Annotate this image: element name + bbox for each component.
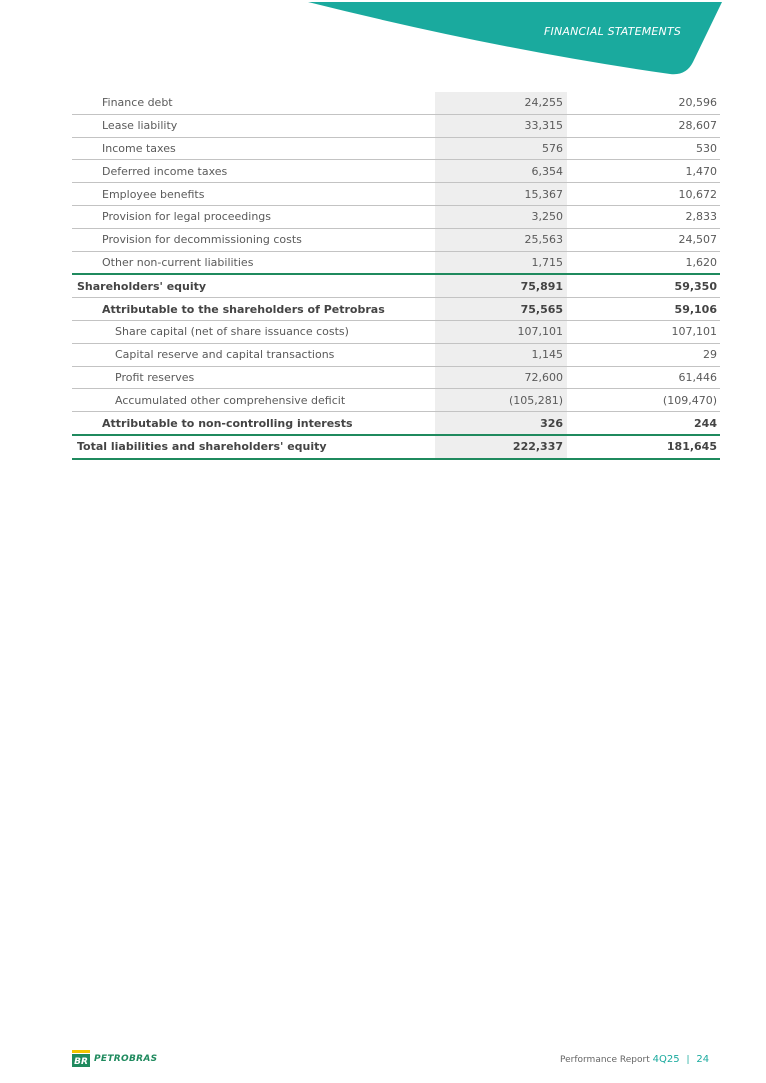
- subtotal-row: [72, 298, 720, 321]
- br-logo-icon: [72, 1050, 90, 1067]
- svg-text:BR: BR: [74, 1057, 88, 1067]
- page-number: 24: [696, 1054, 710, 1065]
- value-current: 25,563: [435, 228, 567, 251]
- value-current: 1,145: [435, 343, 567, 366]
- row-label: Provision for legal proceedings: [72, 205, 435, 228]
- row-label: Attributable to non-controlling interests: [72, 412, 435, 435]
- value-prior: 20,596: [567, 92, 720, 114]
- row-label: Deferred income taxes: [72, 160, 435, 183]
- header-banner-shape: [308, 2, 722, 74]
- table-row: [72, 343, 720, 366]
- value-prior: 29: [567, 343, 720, 366]
- value-prior: 181,645: [567, 435, 720, 459]
- value-current: (105,281): [435, 389, 567, 412]
- value-prior: 61,446: [567, 366, 720, 389]
- value-prior: 530: [567, 137, 720, 160]
- value-current: 1,715: [435, 251, 567, 274]
- row-label: Capital reserve and capital transactions: [72, 343, 435, 366]
- row-label: Attributable to the shareholders of Petrobras: [72, 298, 435, 321]
- row-label: Other non-current liabilities: [72, 251, 435, 274]
- grand-total-row: [72, 435, 720, 459]
- section-title: FINANCIAL STATEMENTS: [544, 25, 682, 38]
- value-current: 326: [435, 412, 567, 435]
- value-prior: 10,672: [567, 183, 720, 206]
- section-total-row: [72, 274, 720, 297]
- value-current: 6,354: [435, 160, 567, 183]
- value-prior: 28,607: [567, 114, 720, 137]
- table-row: [72, 160, 720, 183]
- header-banner: [0, 0, 766, 80]
- table-row: [72, 366, 720, 389]
- row-label: Shareholders' equity: [72, 274, 435, 297]
- balance-sheet-table: [72, 92, 720, 460]
- value-prior: 107,101: [567, 320, 720, 343]
- value-current: 107,101: [435, 320, 567, 343]
- table-row: [72, 114, 720, 137]
- value-current: 75,891: [435, 274, 567, 297]
- value-current: 15,367: [435, 183, 567, 206]
- value-current: 3,250: [435, 205, 567, 228]
- table-row: [72, 205, 720, 228]
- row-label: Total liabilities and shareholders' equity: [72, 435, 435, 459]
- value-current: 75,565: [435, 298, 567, 321]
- value-prior: 244: [567, 412, 720, 435]
- value-current: 222,337: [435, 435, 567, 459]
- report-label: Performance Report: [560, 1055, 650, 1065]
- table-row: [72, 228, 720, 251]
- value-current: 33,315: [435, 114, 567, 137]
- row-label: Finance debt: [72, 92, 435, 114]
- logo-wordmark: PETROBRAS: [94, 1053, 158, 1064]
- table-row: [72, 137, 720, 160]
- row-label: Income taxes: [72, 137, 435, 160]
- table-row: [72, 389, 720, 412]
- table-row: [72, 320, 720, 343]
- value-prior: 24,507: [567, 228, 720, 251]
- row-label: Provision for decommissioning costs: [72, 228, 435, 251]
- value-current: 24,255: [435, 92, 567, 114]
- row-label: Accumulated other comprehensive deficit: [72, 389, 435, 412]
- page-footer: [560, 1054, 709, 1065]
- value-prior: 1,470: [567, 160, 720, 183]
- value-prior: 2,833: [567, 205, 720, 228]
- value-current: 576: [435, 137, 567, 160]
- table-row: [72, 92, 720, 114]
- petrobras-logo: [72, 1050, 157, 1067]
- table-row: [72, 251, 720, 274]
- value-prior: 1,620: [567, 251, 720, 274]
- table-row: [72, 183, 720, 206]
- row-label: Share capital (net of share issuance costs): [72, 320, 435, 343]
- row-label: Profit reserves: [72, 366, 435, 389]
- value-prior: 59,350: [567, 274, 720, 297]
- row-label: Employee benefits: [72, 183, 435, 206]
- footer-separator: |: [686, 1055, 690, 1065]
- row-label: Lease liability: [72, 114, 435, 137]
- subtotal-row: [72, 412, 720, 435]
- value-prior: 59,106: [567, 298, 720, 321]
- value-current: 72,600: [435, 366, 567, 389]
- report-quarter: 4Q25: [652, 1054, 680, 1065]
- value-prior: (109,470): [567, 389, 720, 412]
